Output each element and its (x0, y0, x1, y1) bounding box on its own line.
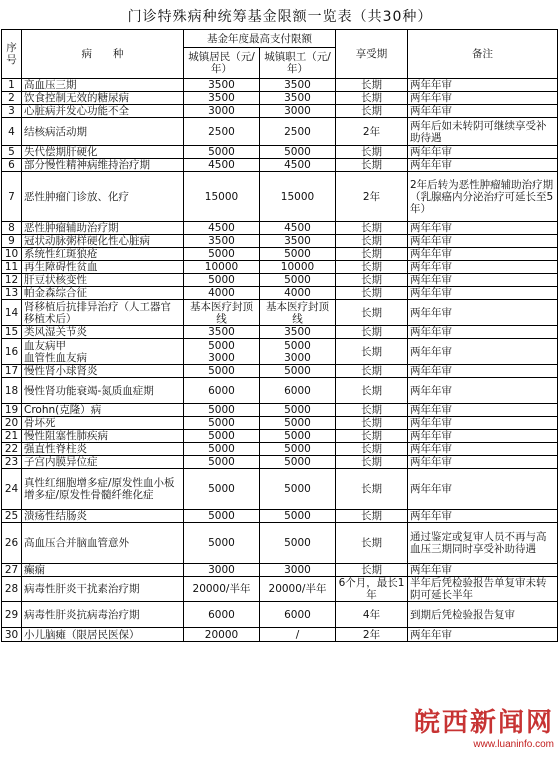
worker-limit: 3500 (260, 92, 336, 105)
resident-limit: 5000 (184, 274, 260, 287)
row-number: 12 (2, 274, 22, 287)
row-number: 17 (2, 365, 22, 378)
benefit-period: 长期 (336, 365, 408, 378)
table-body (2, 79, 558, 642)
benefit-period: 长期 (336, 443, 408, 456)
row-number: 29 (2, 602, 22, 628)
disease-name: 类风湿关节炎 (22, 326, 184, 339)
fund-limit-table (1, 29, 558, 642)
table-row (2, 222, 558, 235)
table-row (2, 146, 558, 159)
remark: 到期后凭检验报告复审 (408, 602, 558, 628)
worker-limit: 3500 (260, 235, 336, 248)
table-row (2, 235, 558, 248)
worker-limit: 基本医疗封顶线 (260, 300, 336, 326)
table-row (2, 287, 558, 300)
resident-limit: 5000 (184, 248, 260, 261)
table-row (2, 443, 558, 456)
row-number: 26 (2, 523, 22, 564)
resident-limit: 3500 (184, 79, 260, 92)
resident-limit: 15000 (184, 172, 260, 222)
disease-name: 恶性肿瘤辅助治疗期 (22, 222, 184, 235)
row-number: 8 (2, 222, 22, 235)
disease-name: 强直性脊柱炎 (22, 443, 184, 456)
benefit-period: 4年 (336, 602, 408, 628)
remark: 两年年审 (408, 339, 558, 365)
resident-limit: 3500 (184, 326, 260, 339)
disease-name: 高血压合并脑血管意外 (22, 523, 184, 564)
worker-limit: 5000 (260, 469, 336, 510)
remark: 两年年审 (408, 456, 558, 469)
row-number: 7 (2, 172, 22, 222)
watermark-logo: 皖西新闻网 (413, 708, 554, 738)
table-row (2, 92, 558, 105)
table-row (2, 577, 558, 602)
table-row (2, 602, 558, 628)
resident-limit: 5000 (184, 417, 260, 430)
row-number: 5 (2, 146, 22, 159)
row-number: 22 (2, 443, 22, 456)
benefit-period: 长期 (336, 159, 408, 172)
worker-limit: 5000 (260, 417, 336, 430)
table-row (2, 469, 558, 510)
remark: 两年年审 (408, 510, 558, 523)
row-number: 27 (2, 564, 22, 577)
benefit-period: 长期 (336, 261, 408, 274)
resident-limit: 5000 (184, 523, 260, 564)
benefit-period: 长期 (336, 469, 408, 510)
watermark-url: www.luaninfo.com (473, 739, 554, 750)
disease-name: 系统性红斑狼疮 (22, 248, 184, 261)
worker-limit: 3000 (260, 564, 336, 577)
resident-limit: 3000 (184, 105, 260, 118)
resident-limit: 5000 (184, 469, 260, 510)
row-number: 14 (2, 300, 22, 326)
benefit-period: 长期 (336, 274, 408, 287)
disease-name: 部分慢性精神病维持治疗期 (22, 159, 184, 172)
disease-name: 慢性阻塞性肺疾病 (22, 430, 184, 443)
row-number: 30 (2, 628, 22, 642)
worker-limit: 6000 (260, 602, 336, 628)
table-row (2, 79, 558, 92)
table-row (2, 248, 558, 261)
header-no: 序号 (2, 30, 22, 79)
disease-name: Crohn(克隆）病 (22, 404, 184, 417)
disease-name: 病毒性肝炎干扰素治疗期 (22, 577, 184, 602)
resident-limit: 4500 (184, 159, 260, 172)
disease-name: 心脏病并发心功能不全 (22, 105, 184, 118)
disease-name: 子宫内膜异位症 (22, 456, 184, 469)
remark: 两年年审 (408, 79, 558, 92)
resident-limit: 4000 (184, 287, 260, 300)
worker-limit: 20000/半年 (260, 577, 336, 602)
remark: 两年年审 (408, 443, 558, 456)
table-row (2, 261, 558, 274)
header-worker: 城镇职工（元/年） (260, 48, 336, 79)
benefit-period: 长期 (336, 456, 408, 469)
table-row (2, 564, 558, 577)
table-row (2, 430, 558, 443)
remark: 两年年审 (408, 222, 558, 235)
disease-name: 肾移植后抗排异治疗（人工器官移植术后） (22, 300, 184, 326)
resident-limit: 20000/半年 (184, 577, 260, 602)
row-number: 24 (2, 469, 22, 510)
worker-limit: 10000 (260, 261, 336, 274)
disease-name: 冠状动脉粥样硬化性心脏病 (22, 235, 184, 248)
header-resident: 城镇居民（元/年） (184, 48, 260, 79)
benefit-period: 2年 (336, 172, 408, 222)
page-title: 门诊特殊病种统筹基金限额一览表（共30种） (127, 9, 433, 25)
worker-limit: 5000 (260, 510, 336, 523)
table-row (2, 378, 558, 404)
resident-limit: 6000 (184, 602, 260, 628)
remark: 两年年审 (408, 469, 558, 510)
remark: 两年后如未转阴可继续享受补助待遇 (408, 118, 558, 146)
remark: 两年年审 (408, 248, 558, 261)
remark: 通过鉴定或复审人员不再与高血压三期同时享受补助待遇 (408, 523, 558, 564)
benefit-period: 长期 (336, 430, 408, 443)
worker-limit: 3500 (260, 79, 336, 92)
worker-limit: 4000 (260, 287, 336, 300)
row-number: 10 (2, 248, 22, 261)
disease-name: 癫痫 (22, 564, 184, 577)
benefit-period: 长期 (336, 417, 408, 430)
benefit-period: 长期 (336, 564, 408, 577)
row-number: 18 (2, 378, 22, 404)
benefit-period: 长期 (336, 326, 408, 339)
benefit-period: 长期 (336, 105, 408, 118)
resident-limit: 5000 (184, 443, 260, 456)
worker-limit: 5000 3000 (260, 339, 336, 365)
resident-limit: 3500 (184, 92, 260, 105)
row-number: 16 (2, 339, 22, 365)
benefit-period: 长期 (336, 146, 408, 159)
table-row (2, 523, 558, 564)
table-row (2, 456, 558, 469)
worker-limit: 4500 (260, 159, 336, 172)
resident-limit: 6000 (184, 378, 260, 404)
worker-limit: 5000 (260, 248, 336, 261)
table-row (2, 159, 558, 172)
disease-name: 慢性肾小球肾炎 (22, 365, 184, 378)
table-row (2, 417, 558, 430)
table-row (2, 118, 558, 146)
disease-name: 帕金森综合征 (22, 287, 184, 300)
remark: 半年后凭检验报告单复审未转阴可延长半年 (408, 577, 558, 602)
benefit-period: 长期 (336, 510, 408, 523)
remark: 两年年审 (408, 326, 558, 339)
remark: 两年年审 (408, 430, 558, 443)
row-number: 9 (2, 235, 22, 248)
benefit-period: 长期 (336, 523, 408, 564)
header-disease: 病 种 (22, 30, 184, 79)
table-row (2, 510, 558, 523)
table-row (2, 274, 558, 287)
disease-name: 血友病甲 血管性血友病 (22, 339, 184, 365)
remark: 两年年审 (408, 146, 558, 159)
benefit-period: 长期 (336, 235, 408, 248)
remark: 两年年审 (408, 235, 558, 248)
remark: 两年年审 (408, 159, 558, 172)
remark: 两年年审 (408, 628, 558, 642)
header-note: 备注 (408, 30, 558, 79)
row-number: 28 (2, 577, 22, 602)
row-number: 13 (2, 287, 22, 300)
disease-name: 小儿脑瘫（限居民医保） (22, 628, 184, 642)
remark: 两年年审 (408, 92, 558, 105)
disease-name: 肝豆状核变性 (22, 274, 184, 287)
row-number: 23 (2, 456, 22, 469)
benefit-period: 长期 (336, 339, 408, 365)
worker-limit: 15000 (260, 172, 336, 222)
worker-limit: 5000 (260, 274, 336, 287)
row-number: 20 (2, 417, 22, 430)
resident-limit: 10000 (184, 261, 260, 274)
resident-limit: 3000 (184, 564, 260, 577)
table-row (2, 628, 558, 642)
row-number: 19 (2, 404, 22, 417)
worker-limit: 3000 (260, 105, 336, 118)
table-row (2, 339, 558, 365)
disease-name: 饮食控制无效的糖尿病 (22, 92, 184, 105)
table-row (2, 105, 558, 118)
benefit-period: 长期 (336, 404, 408, 417)
watermark (414, 702, 554, 750)
row-number: 21 (2, 430, 22, 443)
benefit-period: 长期 (336, 378, 408, 404)
worker-limit: 5000 (260, 443, 336, 456)
table-row (2, 172, 558, 222)
resident-limit: 5000 (184, 404, 260, 417)
disease-name: 溃疡性结肠炎 (22, 510, 184, 523)
remark: 两年年审 (408, 404, 558, 417)
table-row (2, 365, 558, 378)
row-number: 25 (2, 510, 22, 523)
resident-limit: 5000 (184, 510, 260, 523)
benefit-period: 长期 (336, 300, 408, 326)
resident-limit: 5000 (184, 456, 260, 469)
table-row (2, 404, 558, 417)
table-row (2, 300, 558, 326)
worker-limit: 3500 (260, 326, 336, 339)
worker-limit: 5000 (260, 456, 336, 469)
disease-name: 高血压三期 (22, 79, 184, 92)
disease-name: 结核病活动期 (22, 118, 184, 146)
resident-limit: 5000 (184, 146, 260, 159)
disease-name: 真性红细胞增多症/原发性血小板增多症/原发性骨髓纤维化症 (22, 469, 184, 510)
remark: 两年年审 (408, 274, 558, 287)
worker-limit: 5000 (260, 146, 336, 159)
worker-limit: 5000 (260, 430, 336, 443)
resident-limit: 5000 (184, 365, 260, 378)
remark: 两年年审 (408, 261, 558, 274)
header-fund-limit: 基金年度最高支付限额 (184, 30, 336, 48)
benefit-period: 长期 (336, 248, 408, 261)
row-number: 11 (2, 261, 22, 274)
resident-limit: 基本医疗封顶线 (184, 300, 260, 326)
disease-name: 骨坏死 (22, 417, 184, 430)
remark: 两年年审 (408, 378, 558, 404)
disease-name: 再生障碍性贫血 (22, 261, 184, 274)
benefit-period: 长期 (336, 79, 408, 92)
resident-limit: 3500 (184, 235, 260, 248)
row-number: 15 (2, 326, 22, 339)
remark: 两年年审 (408, 300, 558, 326)
benefit-period: 长期 (336, 92, 408, 105)
row-number: 6 (2, 159, 22, 172)
row-number: 2 (2, 92, 22, 105)
worker-limit: / (260, 628, 336, 642)
worker-limit: 6000 (260, 378, 336, 404)
benefit-period: 2年 (336, 628, 408, 642)
remark: 两年年审 (408, 287, 558, 300)
benefit-period: 6个月，最长1年 (336, 577, 408, 602)
disease-name: 慢性肾功能衰竭-氮质血症期 (22, 378, 184, 404)
row-number: 1 (2, 79, 22, 92)
disease-name: 病毒性肝炎抗病毒治疗期 (22, 602, 184, 628)
worker-limit: 5000 (260, 523, 336, 564)
resident-limit: 5000 3000 (184, 339, 260, 365)
remark: 两年年审 (408, 564, 558, 577)
benefit-period: 长期 (336, 222, 408, 235)
benefit-period: 长期 (336, 287, 408, 300)
remark: 两年年审 (408, 417, 558, 430)
remark: 两年年审 (408, 365, 558, 378)
resident-limit: 4500 (184, 222, 260, 235)
table-row (2, 326, 558, 339)
disease-name: 失代偿期肝硬化 (22, 146, 184, 159)
worker-limit: 2500 (260, 118, 336, 146)
remark: 两年年审 (408, 105, 558, 118)
worker-limit: 5000 (260, 365, 336, 378)
remark: 2年后转为恶性肿瘤辅助治疗期（乳腺癌内分泌治疗可延长至5年） (408, 172, 558, 222)
row-number: 4 (2, 118, 22, 146)
header-period: 享受期 (336, 30, 408, 79)
disease-name: 恶性肿瘤门诊放、化疗 (22, 172, 184, 222)
worker-limit: 5000 (260, 404, 336, 417)
benefit-period: 2年 (336, 118, 408, 146)
row-number: 3 (2, 105, 22, 118)
resident-limit: 2500 (184, 118, 260, 146)
resident-limit: 5000 (184, 430, 260, 443)
resident-limit: 20000 (184, 628, 260, 642)
worker-limit: 4500 (260, 222, 336, 235)
